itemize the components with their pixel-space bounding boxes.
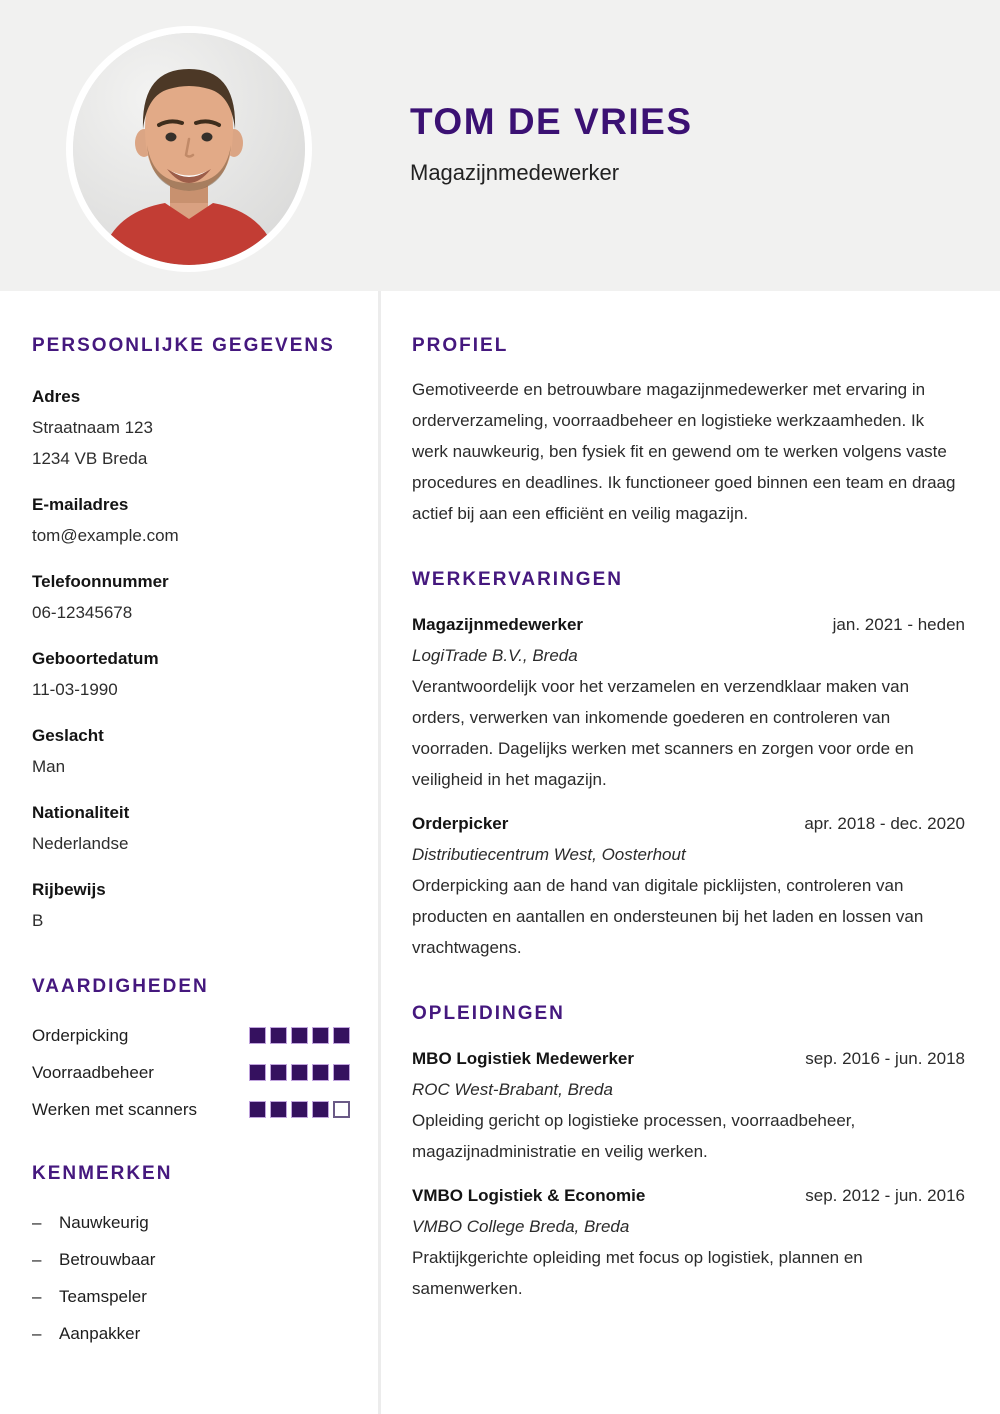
trait-item: [32, 1318, 350, 1349]
content-columns: [0, 291, 1000, 1414]
profile-heading: PROFIEL: [412, 335, 509, 356]
skill-square-filled: [270, 1064, 287, 1081]
experience-entry: [412, 609, 965, 795]
contact-value: Straatnaam 123: [32, 418, 153, 437]
trait-item: [32, 1281, 350, 1312]
contact-group-drivers-license: [32, 874, 350, 936]
entry-organization: ROC West-Brabant, Breda: [412, 1080, 613, 1099]
trait-label: Nauwkeurig: [59, 1213, 149, 1232]
skill-square-filled: [291, 1027, 308, 1044]
contact-label: Rijbewijs: [32, 880, 106, 899]
contact-group-gender: [32, 720, 350, 782]
skill-label: Voorraadbeheer: [32, 1063, 154, 1082]
contact-label: Adres: [32, 387, 81, 406]
skill-row: [32, 1098, 350, 1121]
skill-square-filled: [291, 1101, 308, 1118]
experience-entry: [412, 808, 965, 963]
section-skills: [32, 976, 350, 1121]
skill-square-filled: [270, 1101, 287, 1118]
skill-level-indicator: [249, 1064, 350, 1081]
skill-square-filled: [312, 1064, 329, 1081]
trait-label: Aanpakker: [59, 1324, 141, 1343]
trait-item: [32, 1244, 350, 1275]
traits-heading: KENMERKEN: [32, 1163, 173, 1184]
trait-label: Betrouwbaar: [59, 1250, 156, 1269]
skill-label: Orderpicking: [32, 1026, 129, 1045]
experience-heading: WERKERVARINGEN: [412, 569, 623, 590]
section-experience: [412, 569, 965, 963]
profile-text: Gemotiveerde en betrouwbare magazijnmedewerker met ervaring in orderverzameling, voorraadbeheer en logistieke werkzaamheden. Ik werk nauwkeurig, ben fysiek fit en gewend om te werken volgens vaste procedures en deadlines. Ik functioneer goed binnen een team en draag actief bij aan een efficiënt en veilig magazijn.: [412, 380, 956, 523]
entry-period: sep. 2016 - jun. 2018: [805, 1049, 965, 1068]
skill-square-filled: [249, 1101, 266, 1118]
contact-label: Geslacht: [32, 726, 104, 745]
contact-group-birthdate: [32, 643, 350, 705]
entry-period: jan. 2021 - heden: [832, 615, 965, 634]
education-heading: OPLEIDINGEN: [412, 1003, 565, 1024]
entry-organization: Distributiecentrum West, Oosterhout: [412, 845, 686, 864]
skill-row: [32, 1061, 350, 1084]
education-entry: [412, 1043, 965, 1167]
section-profile: [412, 335, 965, 529]
contact-label: E-mailadres: [32, 495, 129, 514]
contact-group-address: [32, 381, 350, 474]
skill-square-empty: [333, 1101, 350, 1118]
entry-head: [412, 808, 965, 839]
contact-label: Geboortedatum: [32, 649, 159, 668]
entry-description: Opleiding gericht op logistieke processen, voorraadbeheer, magazijnadministratie en veilig werken.: [412, 1111, 856, 1161]
skills-heading: VAARDIGHEDEN: [32, 976, 209, 997]
contact-group-email: [32, 489, 350, 551]
contact-value: 11-03-1990: [32, 680, 118, 699]
contact-value: 06-12345678: [32, 603, 133, 622]
contact-group-nationality: [32, 797, 350, 859]
trait-item: [32, 1207, 350, 1238]
skill-square-filled: [291, 1064, 308, 1081]
entry-description: Orderpicking aan de hand van digitale picklijsten, controleren van producten en aantallen en ondersteunen bij het laden en lossen van vrachtwagens.: [412, 876, 924, 957]
skill-label: Werken met scanners: [32, 1100, 198, 1119]
entry-head: [412, 1043, 965, 1074]
contact-value: tom@example.com: [32, 526, 179, 545]
section-education: [412, 1003, 965, 1304]
contact-value: 1234 VB Breda: [32, 449, 148, 468]
trait-label: Teamspeler: [59, 1287, 147, 1306]
dash-bullet: –: [32, 1287, 42, 1306]
entry-period: apr. 2018 - dec. 2020: [804, 814, 965, 833]
profile-photo: [66, 26, 312, 272]
skill-square-filled: [312, 1101, 329, 1118]
dash-bullet: –: [32, 1250, 42, 1269]
skill-square-filled: [249, 1027, 266, 1044]
contact-group-phone: [32, 566, 350, 628]
skill-level-indicator: [249, 1101, 350, 1118]
skill-row: [32, 1024, 350, 1047]
sidebar-column: [0, 291, 378, 1414]
entry-title: VMBO Logistiek & Economie: [412, 1186, 646, 1205]
dash-bullet: –: [32, 1213, 42, 1232]
main-column: [381, 291, 1000, 1414]
contact-label: Nationaliteit: [32, 803, 130, 822]
skill-square-filled: [333, 1027, 350, 1044]
person-job-title: Magazijnmedewerker: [410, 159, 620, 185]
contact-value: Man: [32, 757, 66, 776]
header-band: [0, 0, 1000, 291]
contact-value: B: [32, 911, 44, 930]
skill-square-filled: [249, 1064, 266, 1081]
skill-square-filled: [270, 1027, 287, 1044]
entry-title: MBO Logistiek Medewerker: [412, 1049, 635, 1068]
entry-organization: VMBO College Breda, Breda: [412, 1217, 630, 1236]
skill-square-filled: [312, 1027, 329, 1044]
entry-title: Magazijnmedewerker: [412, 615, 584, 634]
contact-label: Telefoonnummer: [32, 572, 169, 591]
section-traits: [32, 1163, 350, 1349]
personal-details-heading: PERSOONLIJKE GEGEVENS: [32, 335, 335, 356]
contact-value: Nederlandse: [32, 834, 129, 853]
education-entry: [412, 1180, 965, 1304]
header-text: [410, 102, 693, 186]
skill-square-filled: [333, 1064, 350, 1081]
entry-organization: LogiTrade B.V., Breda: [412, 646, 578, 665]
entry-description: Praktijkgerichte opleiding met focus op logistiek, plannen en samenwerken.: [412, 1248, 863, 1298]
entry-description: Verantwoordelijk voor het verzamelen en verzendklaar maken van orders, verwerken van inkomende goederen en controleren van voorraden. Dagelijks werken met scanners en zorgen voor orde en veiligheid in het magazijn.: [412, 677, 914, 789]
entry-head: [412, 609, 965, 640]
skill-level-indicator: [249, 1027, 350, 1044]
dash-bullet: –: [32, 1324, 42, 1343]
profile-photo-illustration: [73, 33, 305, 265]
entry-title: Orderpicker: [412, 814, 509, 833]
entry-period: sep. 2012 - jun. 2016: [805, 1186, 965, 1205]
section-personal-details: [32, 335, 350, 936]
entry-head: [412, 1180, 965, 1211]
person-name: TOM DE VRIES: [410, 101, 693, 142]
